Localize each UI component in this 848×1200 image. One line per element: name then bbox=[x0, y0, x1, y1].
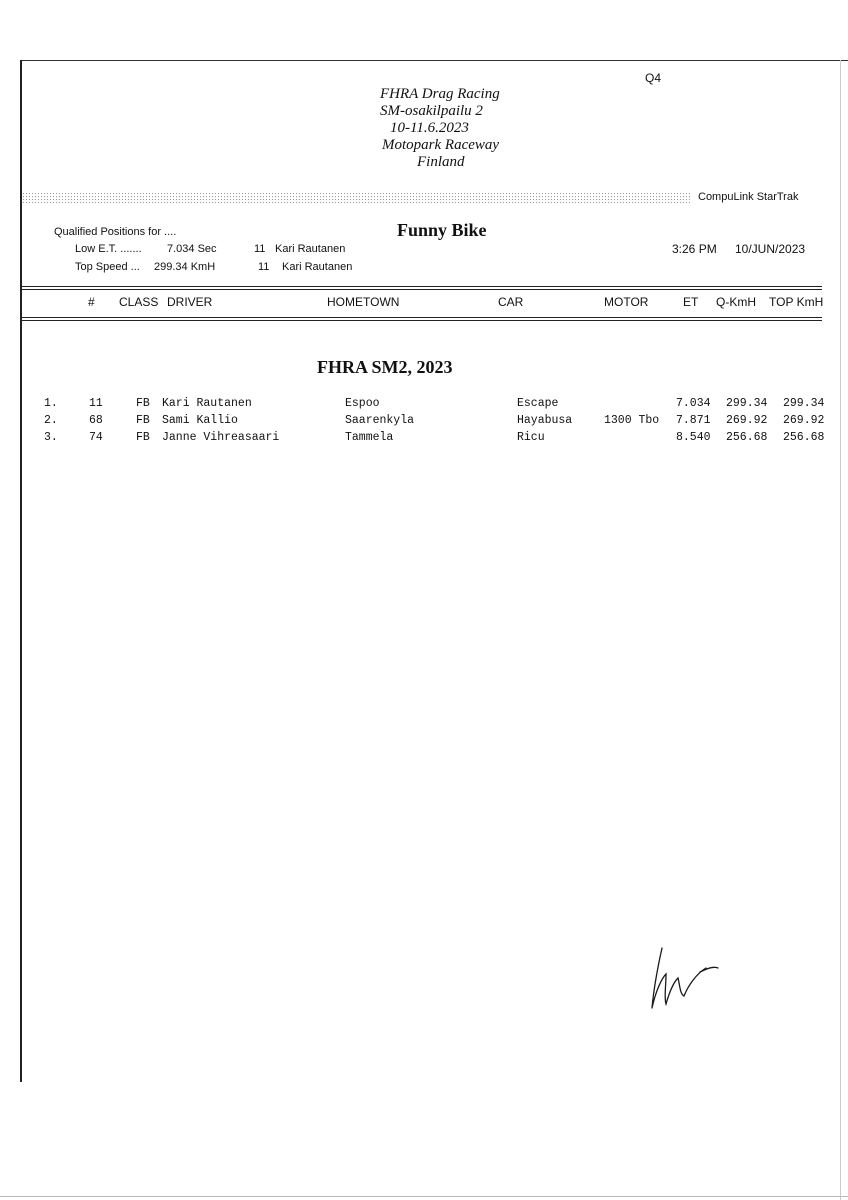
qualified-label: Qualified Positions for .... bbox=[54, 226, 177, 238]
col-header-et: ET bbox=[683, 295, 699, 309]
section-title: FHRA SM2, 2023 bbox=[317, 357, 453, 377]
low-et-value: 7.034 Sec bbox=[167, 243, 217, 255]
row-position: 2. bbox=[44, 414, 58, 427]
col-header-hometown: HOMETOWN bbox=[327, 295, 400, 309]
top-speed-driver: Kari Rautanen bbox=[282, 261, 353, 273]
frame-left-rule bbox=[20, 60, 22, 1082]
row-top-kmh: 269.92 bbox=[783, 414, 825, 427]
col-header-top-kmh: TOP KmH bbox=[769, 295, 824, 309]
row-et: 8.540 bbox=[676, 431, 711, 444]
row-q-kmh: 256.68 bbox=[726, 431, 768, 444]
col-header-class: CLASS bbox=[119, 295, 159, 309]
table-row bbox=[0, 431, 848, 448]
event-dates: 10-11.6.2023 bbox=[390, 120, 469, 136]
event-venue: Motopark Raceway bbox=[382, 137, 500, 153]
low-et-number: 11 bbox=[254, 243, 266, 255]
row-top-kmh: 299.34 bbox=[783, 397, 825, 410]
col-header-number: # bbox=[88, 295, 95, 309]
row-car: Hayabusa bbox=[517, 414, 573, 427]
qualifying-round-tag: Q4 bbox=[645, 71, 662, 85]
row-driver: Sami Kallio bbox=[162, 414, 238, 427]
row-class: FB bbox=[136, 431, 150, 444]
row-class: FB bbox=[136, 397, 150, 410]
row-number: 11 bbox=[89, 397, 103, 410]
event-title: FHRA Drag Racing bbox=[380, 86, 500, 102]
row-hometown: Tammela bbox=[345, 431, 394, 444]
col-header-driver: DRIVER bbox=[167, 295, 213, 309]
row-position: 3. bbox=[44, 431, 58, 444]
row-et: 7.871 bbox=[676, 414, 711, 427]
header-rule-top-2 bbox=[22, 289, 822, 290]
header-rule-bottom-2 bbox=[22, 320, 822, 321]
event-series: SM-osakilpailu 2 bbox=[380, 103, 483, 119]
system-label: CompuLink StarTrak bbox=[698, 191, 799, 203]
top-speed-label: Top Speed ... bbox=[75, 261, 140, 273]
low-et-driver: Kari Rautanen bbox=[275, 243, 346, 255]
row-q-kmh: 269.92 bbox=[726, 414, 768, 427]
row-top-kmh: 256.68 bbox=[783, 431, 825, 444]
low-et-label: Low E.T. ....... bbox=[75, 243, 142, 255]
row-position: 1. bbox=[44, 397, 58, 410]
row-driver: Janne Vihreasaari bbox=[162, 431, 280, 444]
table-row bbox=[0, 397, 848, 414]
frame-right-edge bbox=[840, 60, 841, 1200]
page-bottom-edge bbox=[0, 1196, 848, 1197]
top-speed-value: 299.34 KmH bbox=[154, 261, 216, 273]
row-car: Ricu bbox=[517, 431, 545, 444]
row-driver: Kari Rautanen bbox=[162, 397, 252, 410]
report-date: 10/JUN/2023 bbox=[735, 242, 806, 256]
row-q-kmh: 299.34 bbox=[726, 397, 768, 410]
row-hometown: Saarenkyla bbox=[345, 414, 415, 427]
report-time: 3:26 PM bbox=[672, 242, 717, 256]
row-number: 68 bbox=[89, 414, 103, 427]
col-header-motor: MOTOR bbox=[604, 295, 649, 309]
class-title: Funny Bike bbox=[397, 220, 487, 240]
row-et: 7.034 bbox=[676, 397, 711, 410]
row-car: Escape bbox=[517, 397, 559, 410]
signature bbox=[640, 938, 730, 1018]
top-speed-number: 11 bbox=[258, 261, 270, 273]
frame-top-rule bbox=[20, 60, 848, 61]
event-country: Finland bbox=[417, 154, 465, 170]
header-rule-bottom bbox=[22, 317, 822, 318]
row-motor: 1300 Tbo bbox=[604, 414, 660, 427]
table-row bbox=[0, 414, 848, 431]
row-number: 74 bbox=[89, 431, 103, 444]
dotted-separator bbox=[22, 192, 690, 204]
col-header-car: CAR bbox=[498, 295, 524, 309]
row-class: FB bbox=[136, 414, 150, 427]
col-header-q-kmh: Q-KmH bbox=[716, 295, 756, 309]
row-hometown: Espoo bbox=[345, 397, 380, 410]
header-rule-top bbox=[22, 286, 822, 287]
